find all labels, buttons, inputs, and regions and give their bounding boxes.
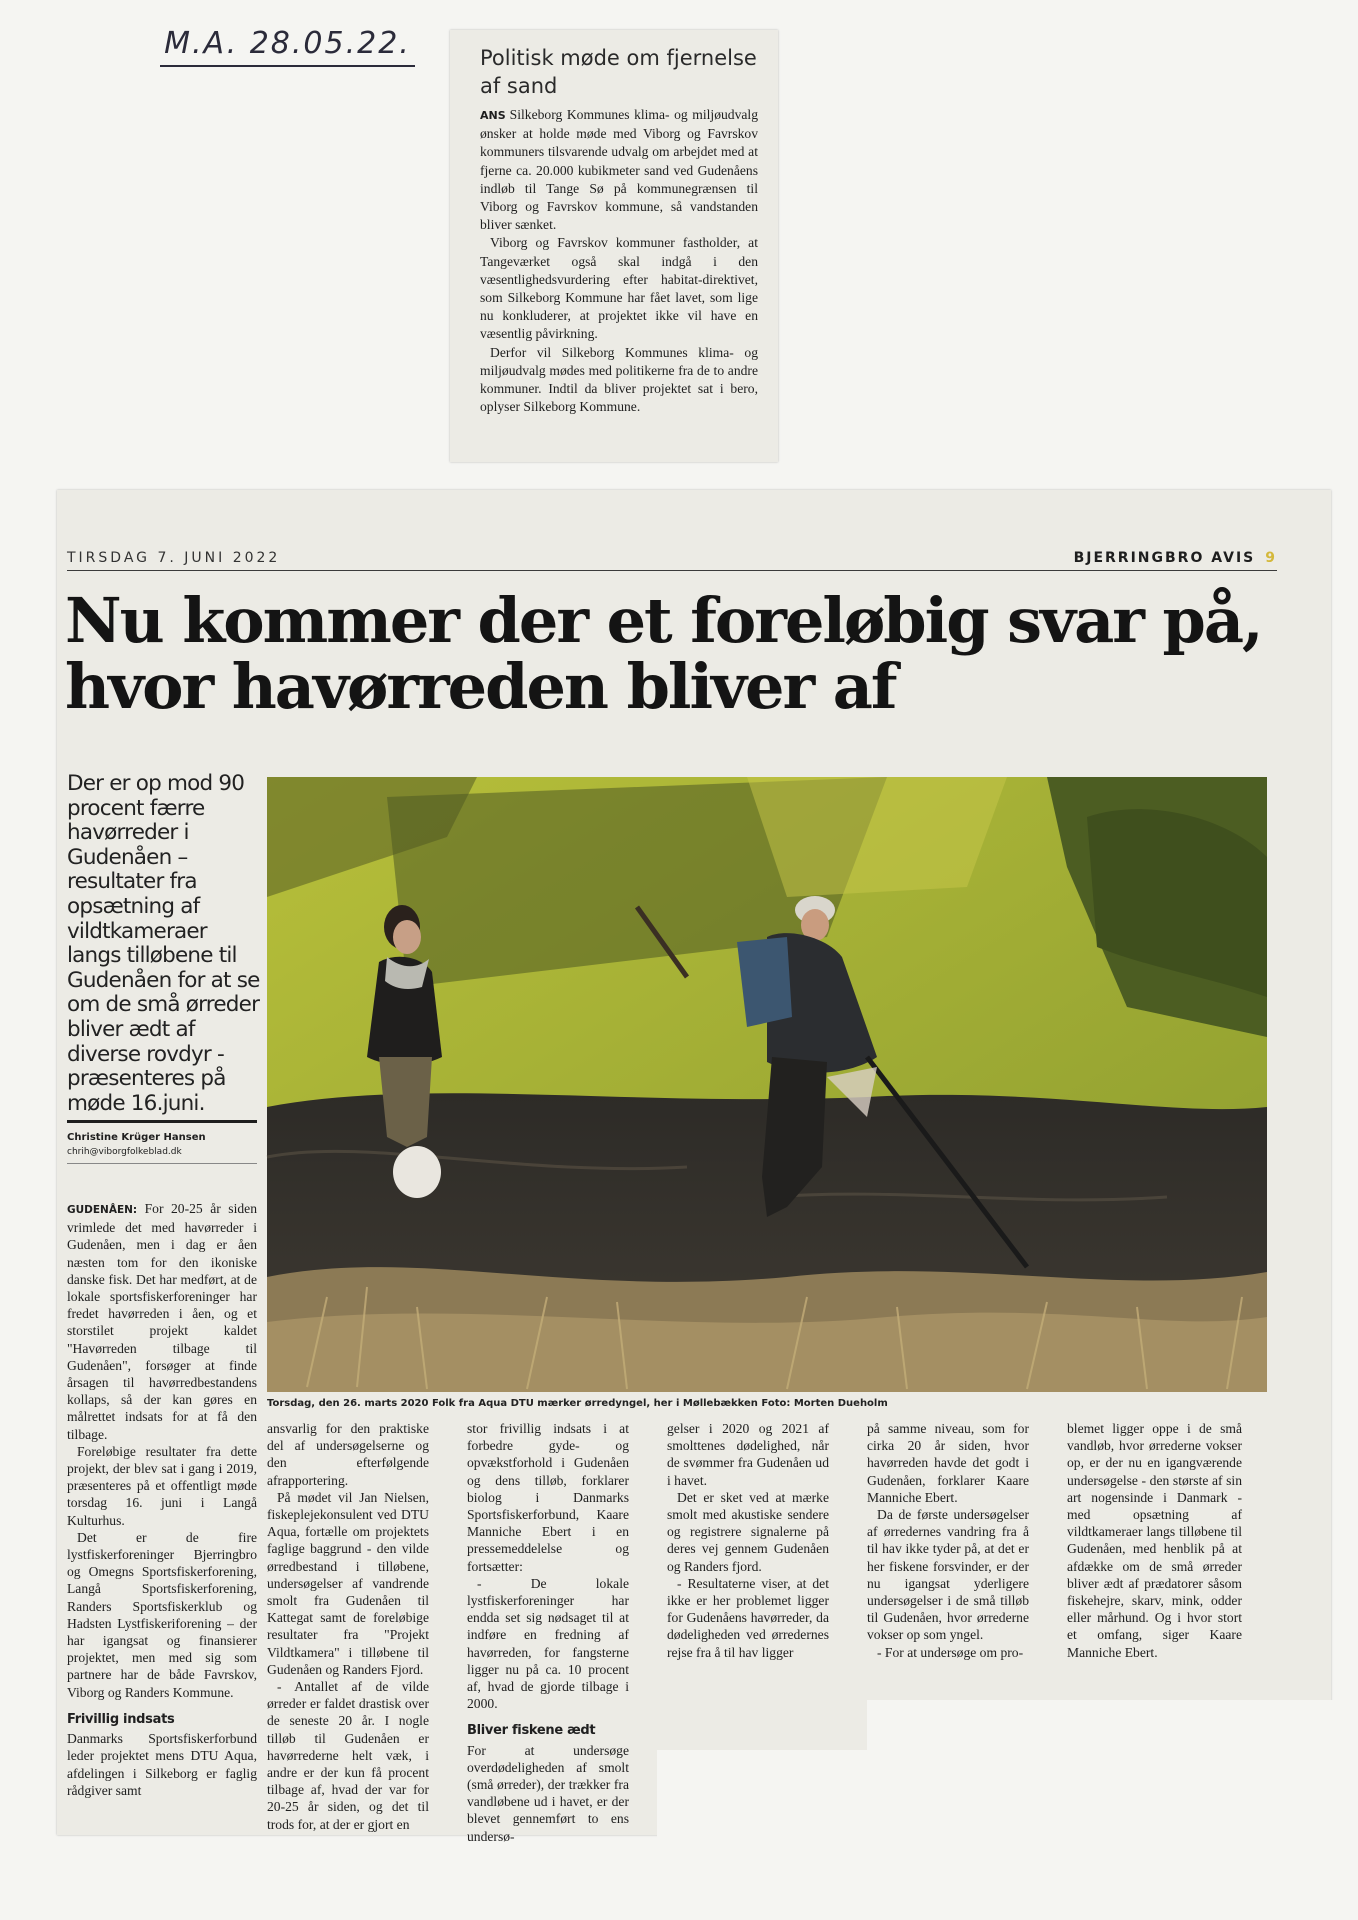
photo-caption: Torsdag, den 26. marts 2020 Folk fra Aqua DTU mærker ørredyngel, her i Møllebækken Foto: Morten Dueholm (267, 1398, 888, 1409)
article-column-3 (467, 1420, 629, 1845)
byline-email: chrih@viborgfolkeblad.dk (67, 1147, 182, 1157)
column-4-paragraph-1: gelser i 2020 og 2021 af smolttenes dødelighed, når de svømmer fra Gudenåen ud i havet. (667, 1421, 829, 1488)
column-3-paragraph-1: stor frivillig indsats i at forbedre gyde- og opvækstforhold i Gudenåen og dens tilløb, forklarer biolog i Danmarks Sportsfiskerforbund, Kaare Manniche Ebert i en pressemeddelelse og fortsætter: (467, 1421, 629, 1574)
article-photo (267, 777, 1267, 1392)
clipping-paragraph-1-text: Silkeborg Kommunes klima- og miljøudvalg ønsker at holde møde med Viborg og Favrskov kommuners tilsvarende udvalg om arbejdet med at fjerne ca. 20.000 kubikmeter sand ved Gudenåens indløb til Tange Sø på kommunegrænsen til Viborg og Favrskov kommune, så vandstanden bliver sænket. (480, 107, 758, 233)
clipping-title: Politisk møde om fjernelse af sand (480, 46, 757, 98)
stream-photo-illustration (267, 777, 1267, 1392)
column-3-paragraph-2: - De lokale lystfiskerforeninger har endda set sig nødsaget til at indføre en fredning af havørreden, for fangsterne ligger nu på ca. 10 procent af, hvad de gjorde tilbage i 2000. (467, 1575, 629, 1712)
byline (67, 1120, 257, 1164)
byline-rule (67, 1163, 257, 1164)
article-column-6 (1067, 1420, 1242, 1661)
byline-author: Christine Krüger Hansen (67, 1132, 206, 1143)
column-1-paragraph-4: Danmarks Sportsfiskerforbund leder projektet mens DTU Aqua, afdelingen i Silkeborg er faglig rådgiver samt (67, 1731, 257, 1798)
column-4-paragraph-2: Det er sket ved at mærke smolt med akustiske sendere og registrere signalerne på deres vej gennem Gudenåen og Randers fjord. (667, 1489, 829, 1574)
column-5-paragraph-1: på samme niveau, som for cirka 20 år siden, hvor havørreden havde det godt i Gudenåen, forklarer Kaare Manniche Ebert. (867, 1421, 1029, 1505)
handwritten-date-annotation: M.A. 28.05.22. (160, 26, 415, 67)
column-2-paragraph-3: - Antallet af de vilde ørreder er faldet drastisk over de seneste 20 år. I nogle tilløb til Gudenåen er havørrederne helt væk, i andre er der kun få procent tilbage af, hvad der var for 20-25 år siden, og det til trods for, at der er gjort en (267, 1679, 429, 1832)
article-headline: Nu kommer der et foreløbig svar på, hvor havørreden bliver af (65, 584, 1262, 723)
column-2-paragraph-2: På mødet vil Jan Nielsen, fiskeplejekonsulent ved DTU Aqua, fortælle om projektets faglige baggrund - den vilde ørredbestand i tilløbene, undersøgelser af vandrende smolt fra Gudenåen til Kattegat samt de foreløbige resultater fra "Projekt Vildtkamera" i tilløbene til Gudenåen og Randers Fjord. (267, 1489, 429, 1677)
clipping-cut-edge (867, 1700, 1337, 1840)
column-1-paragraph-3: Det er de fire lystfiskerforeninger Bjerringbro og Omegns Sportsfiskerforening, Langå Sportsfiskerforening, Randers Sportsfiskerklub og Hadsten Lystfiskeriforening – der har igangsat og finansierer projektet, men med sig som partnere har de både Favrskov, Viborg og Randers Kommune. (67, 1529, 257, 1700)
article-column-2 (267, 1420, 429, 1833)
article-teaser: Der er op mod 90 procent færre havørreder i Gudenåen – resultater fra opsætning af vildtkameraer langs tilløbene til Gudenåen for at se om de små ørreder bliver ædt af diverse rovdyr - præsenteres på møde 16.juni. (67, 771, 260, 1116)
clipping-havoerred-article (57, 490, 1331, 1844)
dateline-place: GUDENÅEN: (67, 1204, 138, 1216)
column-2-paragraph-1: ansvarlig for den praktiske del af undersøgelserne og den efterfølgende afrapportering. (267, 1421, 429, 1488)
column-3-paragraph-3: For at undersøge overdødeligheden af smolt (små ørreder), der trækker fra vandløbene ud i havet, er der blevet gennemført to ens undersø- (467, 1742, 629, 1844)
newspaper-name-text: BJERRINGBRO AVIS (1073, 550, 1256, 566)
article-column-5 (867, 1420, 1029, 1661)
article-column-4 (667, 1420, 829, 1661)
page-header (67, 550, 1277, 571)
clipping-sand-removal (450, 30, 778, 462)
issue-date: TIRSDAG 7. JUNI 2022 (67, 550, 281, 566)
clipping-lead: ANS (480, 109, 506, 122)
column-1-paragraph-2: Foreløbige resultater fra dette projekt, der blev sat i gang i 2019, præsenteres på et offentligt møde torsdag 16. juni i Langå Kulturhus. (67, 1443, 257, 1528)
column-6-paragraph-1: blemet ligger oppe i de små vandløb, hvor ørrederne vokser op, er der nu en igangværende undersøgelse - den største af sin art nogensinde i Danmark - med opsætning af vildtkameraer langs tilløbene til Gudenåen, med henblik på at afdække om de små ørreder bliver ædt af prædatorer såsom fiskehejre, skarv, mink, odder eller mårhund. Og i hvor stort et omfang, siger Kaare Manniche Ebert. (1067, 1421, 1242, 1660)
column-1-paragraph-1-text: For 20-25 år siden vrimlede det med havørreder i Gudenåen, men i dag er åen næsten tom for den ikoniske danske fisk. Det har medført, at de lokale sportsfiskerforeninger har fredet havørreden i åen, og et storstilet projekt kaldet "Havørreden tilbage til Gudenåen", forsøger at finde årsagen til havørredbestandens kollaps, så der kan gøres en målrettet indsats for at få den tilbage. (67, 1201, 257, 1442)
clipping-cut-edge (657, 1750, 877, 1840)
column-5-paragraph-3: - For at undersøge om pro- (877, 1644, 1024, 1660)
column-5-paragraph-2: Da de første undersøgelser af ørredernes vandring fra å til hav ikke tyder på, at det er her fiskene forsvinder, er der nu igangsat yderligere undersøgelser i de små tilløb til Gudenåen, hvor ørrederne vokser op som yngel. (867, 1507, 1029, 1643)
clipping-paragraph-2: Viborg og Favrskov kommuner fastholder, at Tangeværket også skal indgå i den væsentlighedsvurdering efter habitat-direktivet, som Silkeborg Kommune har fået lavet, som lige nu konkluderer, at projektet ikke vil have en væsentlig påvirkning. (480, 235, 758, 342)
clipping-paragraph-3: Derfor vil Silkeborg Kommunes klima- og miljøudvalg mødes med politikerne fra de to andre kommuner. Indtil da bliver projektet sat i bero, oplyser Silkeborg Kommune. (480, 344, 758, 415)
subheading-frivillig-indsats: Frivillig indsats (67, 1711, 175, 1727)
page-number: 9 (1265, 550, 1277, 566)
subheading-bliver-fiskene-aedt: Bliver fiskene ædt (467, 1723, 596, 1739)
column-4-paragraph-3: - Resultaterne viser, at det ikke er her problemet ligger for Gudenåens havørreder, da dødeligheden ved ørredernes rejse fra å til hav ligger (667, 1575, 829, 1660)
newspaper-name (1074, 550, 1277, 566)
article-column-1 (67, 1200, 257, 1799)
clipping-paragraph-1 (480, 106, 758, 234)
column-1-paragraph-1 (67, 1200, 257, 1443)
